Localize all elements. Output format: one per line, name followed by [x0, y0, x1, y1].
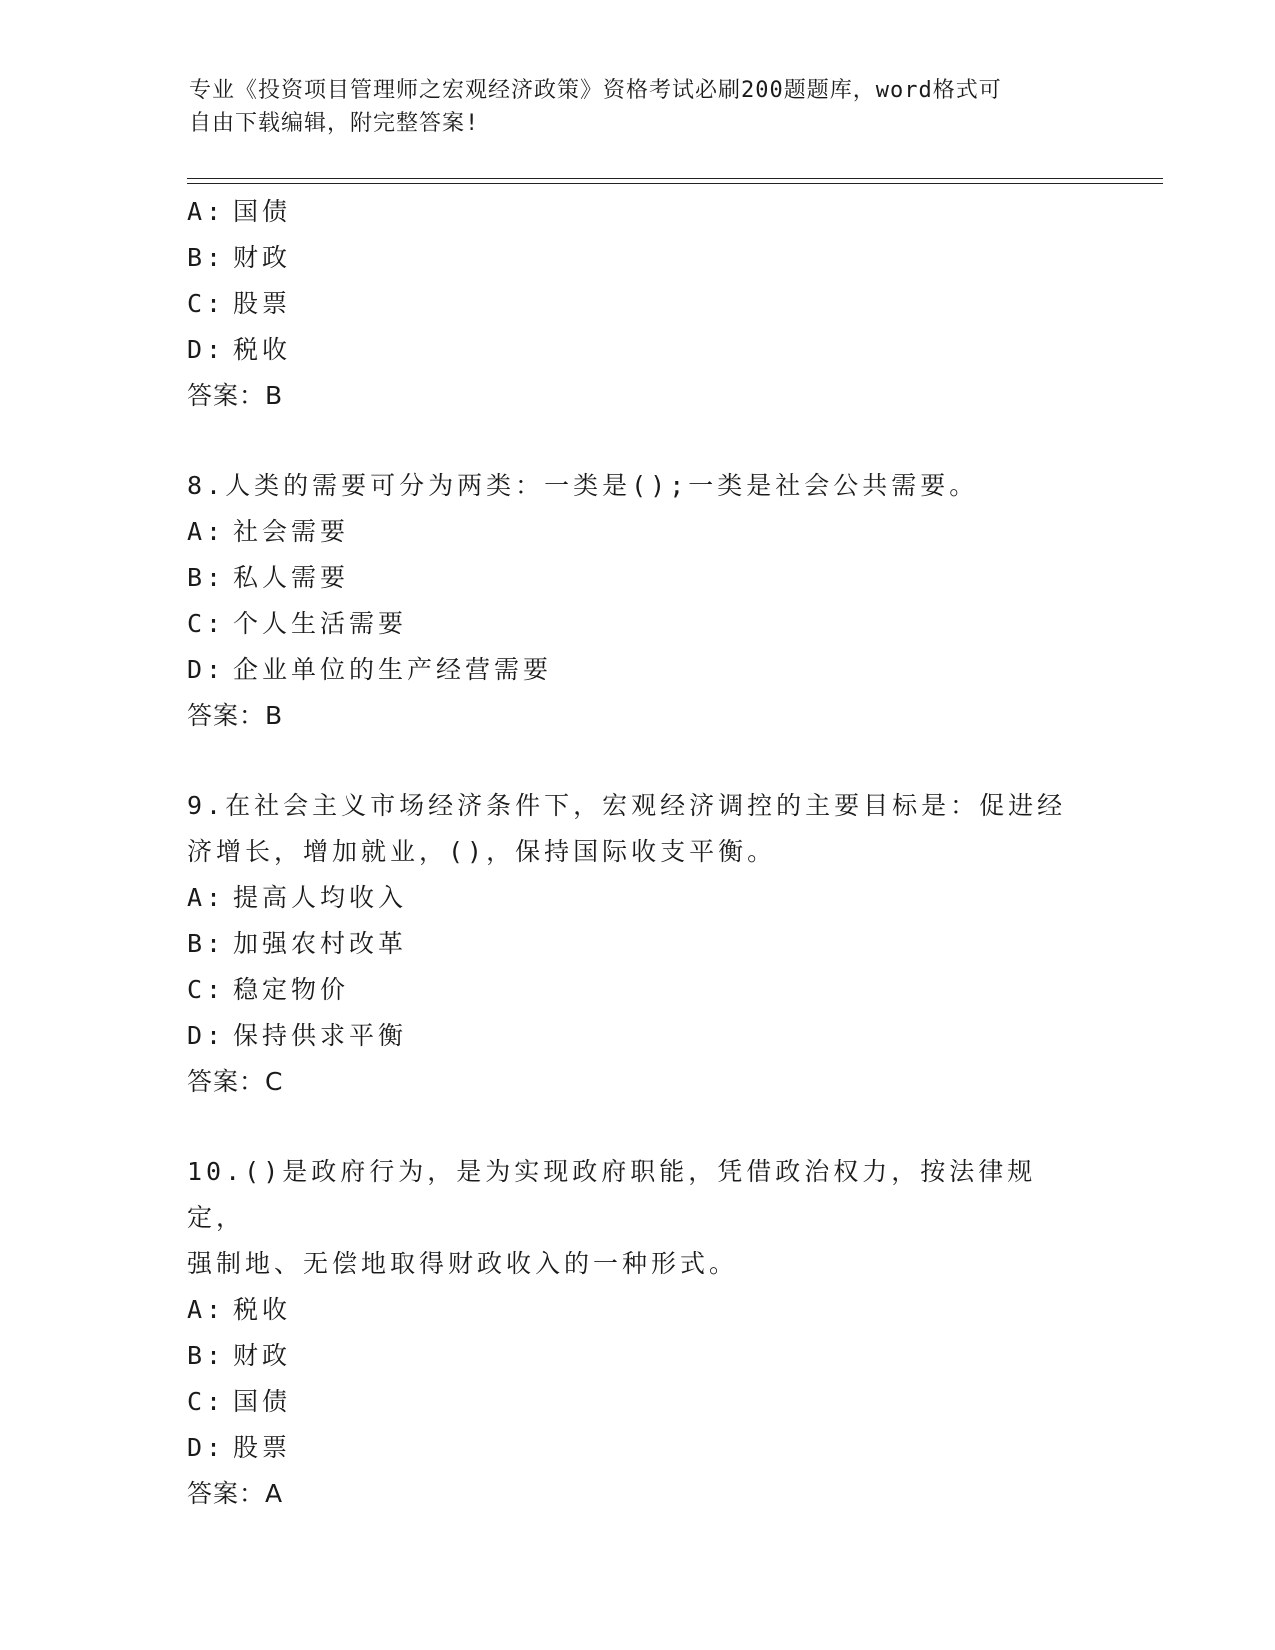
option-key: D: [187, 1433, 226, 1462]
option-b [187, 235, 1087, 281]
answer-line: 答案：A [187, 1479, 284, 1508]
option-key: A: [187, 1295, 226, 1324]
option-text: 稳定物价 [233, 975, 350, 1004]
option-key: C: [187, 609, 226, 638]
option-d [187, 647, 1087, 693]
question-list [187, 189, 1087, 1517]
option-key: D: [187, 335, 226, 364]
option-c [187, 601, 1087, 647]
option-a [187, 509, 1087, 555]
header-divider-bottom [187, 183, 1163, 184]
option-c [187, 1379, 1087, 1425]
answer-line: 答案：C [187, 1067, 284, 1096]
option-text: 股票 [233, 289, 292, 318]
option-b [187, 555, 1087, 601]
option-text: 提高人均收入 [233, 883, 408, 912]
question-stem-line-1: 10.()是政府行为，是为实现政府职能，凭借政治权力，按法律规定， [187, 1157, 1037, 1232]
option-text: 企业单位的生产经营需要 [233, 655, 553, 684]
header-title-line-2: 自由下载编辑，附完整答案! [189, 111, 480, 136]
question-9 [187, 783, 1087, 1105]
question-stem-line-1: 9.在社会主义市场经济条件下，宏观经济调控的主要目标是：促进经 [187, 791, 1067, 820]
option-key: B: [187, 929, 226, 958]
option-text: 税收 [233, 1295, 292, 1324]
option-text: 国债 [233, 197, 292, 226]
option-a [187, 875, 1087, 921]
answer-line: 答案：B [187, 381, 284, 410]
option-d [187, 327, 1087, 373]
option-text: 财政 [233, 1341, 292, 1370]
question-8 [187, 463, 1087, 739]
option-text: 加强农村改革 [233, 929, 408, 958]
option-text: 社会需要 [233, 517, 350, 546]
option-b [187, 921, 1087, 967]
question-7 [187, 189, 1087, 419]
option-c [187, 967, 1087, 1013]
answer-line: 答案：B [187, 701, 284, 730]
option-key: C: [187, 289, 226, 318]
option-text: 股票 [233, 1433, 292, 1462]
header-title-line-1: 专业《投资项目管理师之宏观经济政策》资格考试必刷200题题库，word格式可 [189, 78, 1002, 103]
option-key: B: [187, 243, 226, 272]
header-divider-top [187, 178, 1163, 179]
option-key: D: [187, 655, 226, 684]
option-key: B: [187, 563, 226, 592]
option-text: 税收 [233, 335, 292, 364]
option-text: 保持供求平衡 [233, 1021, 408, 1050]
option-a [187, 1287, 1087, 1333]
option-d [187, 1013, 1087, 1059]
option-c [187, 281, 1087, 327]
option-d [187, 1425, 1087, 1471]
option-key: A: [187, 883, 226, 912]
question-stem-line-2: 强制地、无偿地取得财政收入的一种形式。 [187, 1249, 739, 1278]
option-text: 个人生活需要 [233, 609, 408, 638]
option-b [187, 1333, 1087, 1379]
option-text: 私人需要 [233, 563, 350, 592]
option-text: 国债 [233, 1387, 292, 1416]
option-text: 财政 [233, 243, 292, 272]
document-header [189, 74, 1089, 140]
question-10 [187, 1149, 1087, 1517]
option-key: C: [187, 1387, 226, 1416]
option-key: A: [187, 197, 226, 226]
option-key: B: [187, 1341, 226, 1370]
question-stem: 8.人类的需要可分为两类：一类是();一类是社会公共需要。 [187, 471, 979, 500]
option-key: D: [187, 1021, 226, 1050]
question-stem-line-2: 济增长，增加就业，()，保持国际收支平衡。 [187, 837, 777, 866]
option-a [187, 189, 1087, 235]
option-key: A: [187, 517, 226, 546]
option-key: C: [187, 975, 226, 1004]
